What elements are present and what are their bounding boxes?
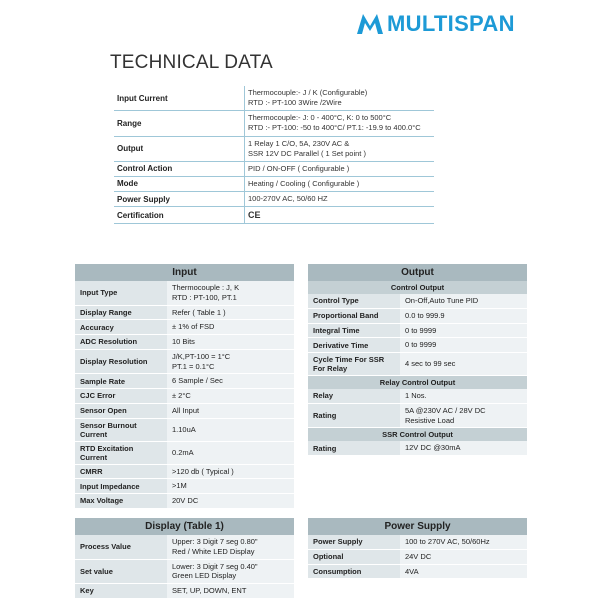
row-value [167, 374, 294, 389]
value-line: CE [248, 210, 261, 221]
value-line: RTD :- PT-100: -50 to 400°C/ PT.1: -19.9 to 400.0°C [248, 123, 421, 133]
row-label: Integral Time [308, 323, 400, 338]
ssr-output-row [308, 441, 527, 455]
input-row [75, 479, 294, 494]
value-line: PID / ON-OFF ( Configurable ) [248, 163, 350, 173]
row-label: Key [75, 584, 167, 599]
row-label: Range [114, 111, 245, 136]
row-value [167, 479, 294, 494]
value-line: Refer ( Table 1 ) [171, 307, 226, 317]
value-line: SSR 12V DC Parallel ( 1 Set point ) [248, 148, 366, 158]
row-value [400, 389, 527, 403]
relay-output-row [308, 403, 527, 428]
value-line: RTD :- PT-100 3Wire /2Wire [248, 98, 342, 108]
value-line: Thermocouple : J, K [171, 283, 240, 292]
input-row [75, 494, 294, 509]
row-value [167, 559, 294, 584]
row-value [167, 335, 294, 350]
row-value [167, 584, 294, 599]
input-panel [75, 264, 294, 509]
input-row [75, 464, 294, 479]
display-row [75, 559, 294, 584]
row-value [167, 389, 294, 404]
value-line: ± 2°C [171, 391, 191, 400]
value-line: 20V DC [171, 496, 199, 505]
row-label: Rating [308, 403, 400, 428]
input-row [75, 305, 294, 320]
row-label: Sample Rate [75, 374, 167, 389]
row-label: Output [114, 136, 245, 161]
row-label: Display Range [75, 305, 167, 320]
input-row [75, 403, 294, 418]
row-label: Input Impedance [75, 479, 167, 494]
row-value [400, 323, 527, 338]
row-label: Relay [308, 389, 400, 403]
row-label: Control Type [308, 294, 400, 308]
row-label: Process Value [75, 535, 167, 559]
control-output-row [308, 323, 527, 338]
value-line: Resistive Load [404, 415, 455, 425]
row-label: RTD Excitation Current [75, 441, 167, 464]
row-label: Max Voltage [75, 494, 167, 509]
row-value [167, 418, 294, 441]
value-line: Green LED Display [171, 571, 237, 581]
row-value [167, 535, 294, 559]
row-label: CMRR [75, 464, 167, 479]
row-label: Power Supply [114, 192, 245, 207]
value-line: 0.2mA [171, 447, 194, 457]
tech-data-row [114, 136, 434, 161]
value-line: J/K,PT-100 = 1°C [171, 351, 231, 361]
control-output-row [308, 308, 527, 323]
value-line: 12V DC @30mA [404, 443, 461, 453]
power-supply-header: Power Supply [308, 518, 527, 535]
row-label: Power Supply [308, 535, 400, 549]
value-line: 5A @230V AC / 28V DC [404, 405, 486, 415]
row-value [400, 308, 527, 323]
brand-name: MULTISPAN [387, 11, 515, 36]
value-line: SET, UP, DOWN, ENT [171, 586, 247, 595]
page-title: TECHNICAL DATA [110, 52, 273, 73]
row-value [167, 464, 294, 479]
value-line: >1M [171, 481, 187, 491]
value-line: 4VA [404, 566, 419, 576]
row-label: Rating [308, 441, 400, 455]
row-value [167, 494, 294, 509]
row-label: Input Type [75, 281, 167, 305]
control-output-row [308, 294, 527, 308]
input-row [75, 320, 294, 335]
row-value [245, 111, 435, 136]
control-output-row [308, 353, 527, 376]
row-label: Sensor Open [75, 403, 167, 418]
row-value [400, 549, 527, 564]
row-value [167, 281, 294, 305]
row-label: Proportional Band [308, 308, 400, 323]
technical-data-table [114, 86, 434, 224]
value-line: PT.1 = 0.1°C [171, 361, 215, 371]
value-line: ± 1% of FSD [171, 322, 215, 332]
control-output-row [308, 338, 527, 353]
value-line: 1 Nos. [404, 391, 427, 400]
row-label: CJC Error [75, 389, 167, 404]
row-label: Accuracy [75, 320, 167, 335]
tech-data-row [114, 207, 434, 224]
tech-data-row [114, 176, 434, 191]
input-header: Input [75, 264, 294, 281]
row-label: Consumption [308, 564, 400, 579]
output-header: Output [308, 264, 527, 281]
row-value [400, 564, 527, 579]
display-panel [75, 518, 294, 599]
value-line: Thermocouple:- J: 0 - 400°C, K: 0 to 500°C [248, 113, 392, 123]
row-value [400, 535, 527, 549]
row-value [400, 353, 527, 376]
power-supply-panel [308, 518, 527, 579]
value-line: 100 to 270V AC, 50/60Hz [404, 537, 490, 546]
row-value [167, 305, 294, 320]
value-line: 0.0 to 999.9 [404, 310, 445, 320]
value-line: 1.10uA [171, 424, 196, 434]
value-line: 10 Bits [171, 337, 195, 346]
row-label: Certification [114, 207, 245, 224]
ssr-control-output-subheader: SSR Control Output [308, 428, 527, 441]
row-value [400, 403, 527, 428]
value-line: Red / White LED Display [171, 546, 255, 556]
power-supply-row [308, 564, 527, 579]
input-row [75, 441, 294, 464]
display-row [75, 584, 294, 599]
relay-output-row [308, 389, 527, 403]
input-row [75, 281, 294, 305]
row-label: ADC Resolution [75, 335, 167, 350]
multispan-logo-icon [357, 14, 383, 34]
row-label: Display Resolution [75, 349, 167, 374]
value-line: Heating / Cooling ( Configurable ) [248, 178, 360, 188]
value-line: All Input [171, 405, 200, 415]
input-row [75, 349, 294, 374]
input-row [75, 374, 294, 389]
row-value [167, 320, 294, 335]
tech-data-row [114, 86, 434, 111]
row-value [400, 338, 527, 353]
control-output-subheader: Control Output [308, 281, 527, 294]
row-value [167, 441, 294, 464]
row-value [167, 349, 294, 374]
row-value [167, 403, 294, 418]
row-value [245, 192, 435, 207]
brand-logo [357, 10, 527, 38]
display-header: Display (Table 1) [75, 518, 294, 535]
tech-data-row [114, 192, 434, 207]
relay-control-output-subheader: Relay Control Output [308, 376, 527, 389]
tech-data-row [114, 111, 434, 136]
row-label: Optional [308, 549, 400, 564]
row-label: Mode [114, 176, 245, 191]
row-value [400, 441, 527, 455]
row-value [245, 176, 435, 191]
input-row [75, 335, 294, 350]
value-line: 24V DC [404, 551, 432, 561]
row-label: Input Current [114, 86, 245, 111]
row-label: Set value [75, 559, 167, 584]
display-row [75, 535, 294, 559]
row-value [245, 136, 435, 161]
value-line: Thermocouple:- J / K (Configurable) [248, 88, 368, 97]
tech-data-row [114, 161, 434, 176]
value-line: >120 db ( Typical ) [171, 466, 234, 476]
power-supply-row [308, 535, 527, 549]
value-line: 1 Relay 1 C/O, 5A, 230V AC & [248, 138, 350, 148]
power-supply-row [308, 549, 527, 564]
value-line: 100-270V AC, 50/60 HZ [248, 194, 328, 203]
row-value [245, 86, 435, 111]
row-value [400, 294, 527, 308]
input-row [75, 389, 294, 404]
row-value [245, 207, 435, 224]
value-line: Upper: 3 Digit 7 seg 0.80" [171, 537, 258, 546]
output-panel [308, 264, 527, 456]
row-label: Derivative Time [308, 338, 400, 353]
value-line: Lower: 3 Digit 7 seg 0.40" [171, 561, 258, 571]
row-label: Control Action [114, 161, 245, 176]
value-line: 0 to 9999 [404, 325, 437, 335]
input-row [75, 418, 294, 441]
row-label: Cycle Time For SSR For Relay [308, 353, 400, 376]
value-line: 6 Sample / Sec [171, 376, 223, 386]
value-line: RTD : PT-100, PT.1 [171, 292, 237, 302]
row-label: Sensor Burnout Current [75, 418, 167, 441]
value-line: On-Off,Auto Tune PID [404, 296, 479, 305]
row-value [245, 161, 435, 176]
value-line: 4 sec to 99 sec [404, 359, 456, 369]
value-line: 0 to 9999 [404, 340, 437, 350]
